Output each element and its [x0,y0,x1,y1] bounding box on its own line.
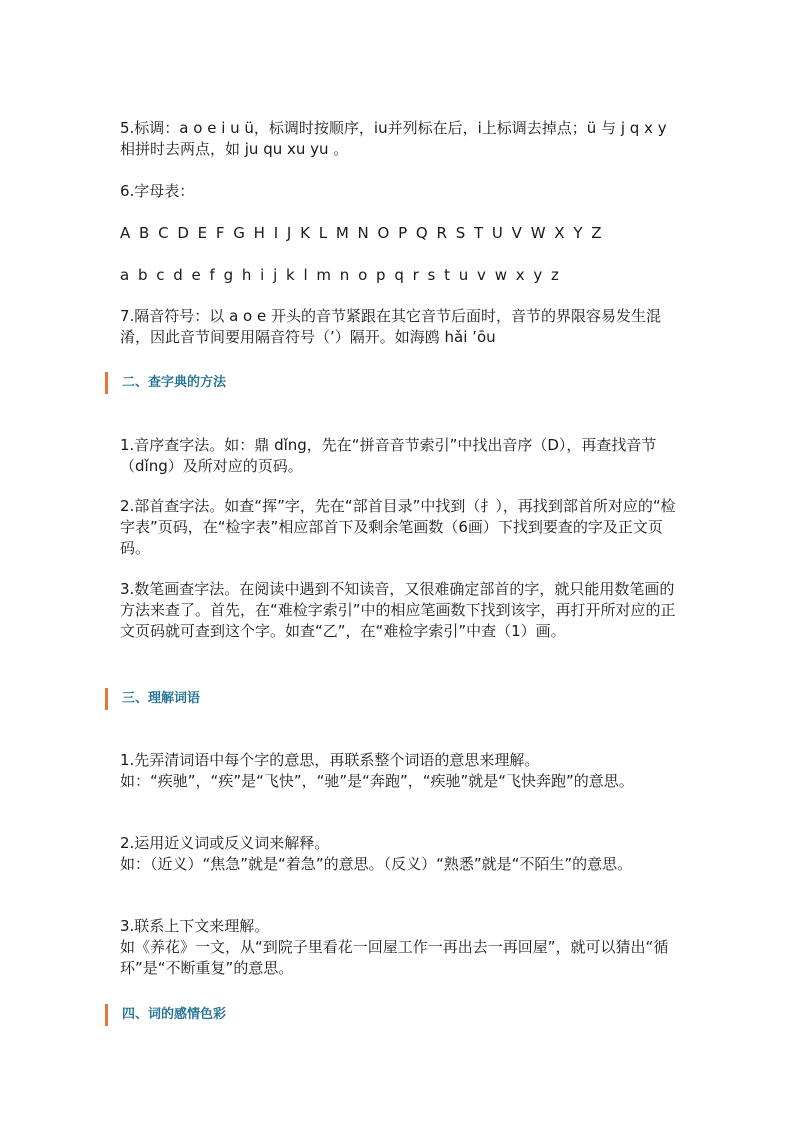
section-heading-dictionary: 二、查字典的方法 [105,372,226,394]
paragraph-word-meaning-title: 1.先弄清词语中每个字的意思，再联系整个词语的意思来理解。 [120,751,540,769]
uppercase-alphabet: A B C D E F G H I J K L M N O P Q R S T U V W X Y Z [120,224,604,242]
paragraph-radical-lookup: 2.部首查字法。如查“挥”字，先在“部首目录”中找到（扌），再找到部首所对应的“检字表”页码，在“检字表”相应部首下及剩余笔画数（6画）下找到要查的字及正文页码。 [120,497,676,557]
paragraph-stroke-lookup: 3.数笔画查字法。在阅读中遇到不知读音，又很难确定部首的字，就只能用数笔画的方法来查了。首先，在“难检字索引”中的相应笔画数下找到该字，再打开所对应的正文页码就可查到这个字。如查“乙”，在“难检字索引”中查（1）画。 [120,580,676,640]
lowercase-alphabet: a b c d e f g h i j k l m n o p q r s t u v w x y z [120,266,561,284]
paragraph-word-meaning-example: 如：“疾驰”，“疾”是“飞快”，“驰”是“奔跑”，“疾驰”就是“飞快奔跑”的意思。 [120,772,634,790]
paragraph-context-example: 如《养花》一文，从“到院子里看花一回屋工作一再出去一再回屋”，就可以猜出“循环”是“不断重复”的意思。 [120,938,669,977]
paragraph-synonym-example: 如：（近义）“焦急”就是“着急”的意思。（反义）“熟悉”就是“不陌生”的意思。 [120,855,633,873]
paragraph-synonym-title: 2.运用近义词或反义词来解释。 [120,834,330,852]
paragraph-phonetic-lookup: 1.音序查字法。如：鼎 dǐng，先在“拼音音节索引”中找出音序（D），再查找音节（dǐng）及所对应的页码。 [120,436,657,475]
section-heading-understand-words: 三、理解词语 [105,688,200,710]
paragraph-context-title: 3.联系上下文来理解。 [120,917,270,935]
paragraph-alphabet-title: 6.字母表： [120,182,195,200]
section-heading-word-sentiment: 四、词的感情色彩 [105,1004,226,1026]
paragraph-tone-marks: 5.标调：a o e i u ü，标调时按顺序，iu并列标在后，i上标调去掉点；ü 与 j q x y 相拼时去两点，如 ju qu xu yu 。 [120,119,667,158]
paragraph-separator-mark: 7.隔音符号：以 a o e 开头的音节紧跟在其它音节后面时，音节的界限容易发生混淆，因此音节间要用隔音符号（’）隔开。如海鸥 hǎi ’ōu [120,307,661,346]
